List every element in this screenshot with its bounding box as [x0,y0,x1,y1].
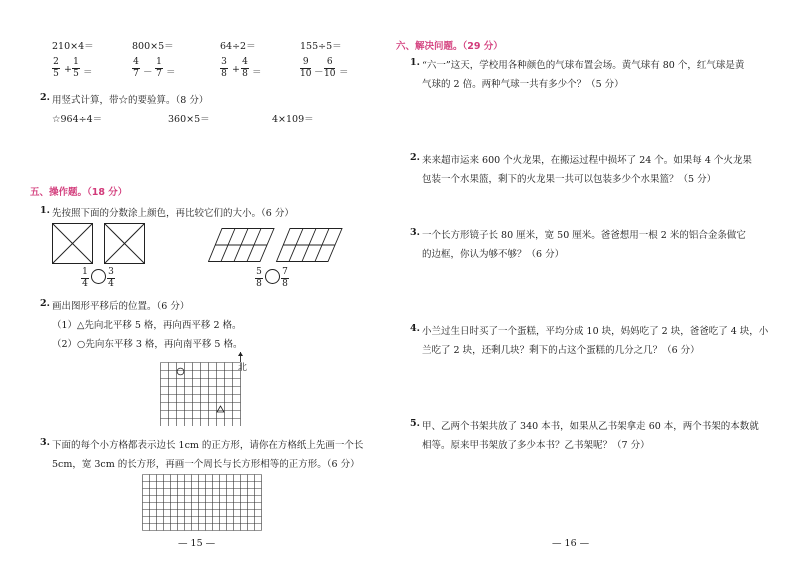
question-text: 先按照下面的分数涂上颜色，再比较它们的大小。（6 分） [52,208,294,219]
operator: + [232,64,240,75]
question-text: 气球的 2 倍。两种气球一共有多少个？（5 分） [422,79,624,90]
fraction: 5 8 [256,267,262,289]
question-text: 的边框，你认为够不够？（6 分） [422,249,565,260]
north-arrow-icon [238,352,243,356]
operator: － [314,67,324,78]
fraction: 2 5 [53,57,59,79]
question-text: 相等。原来甲书架放了多少本书？乙书架呢？（7 分） [422,440,650,451]
question-text: 来来超市运来 600 个火龙果，在搬运过程中损坏了 24 个。如果每 4 个火龙果 [422,155,752,166]
compare-circle[interactable] [91,269,106,284]
section-title: 六、解决问题。（29 分） [396,41,503,52]
question-number: 2. [40,298,50,309]
circle-shape [177,368,184,375]
question-text: 用竖式计算，带☆的要验算。（8 分） [52,95,209,106]
triangle-shape [217,406,224,412]
question-number: 2. [40,92,50,103]
page-number: — 16 — [552,538,590,549]
question-number: 1. [40,205,50,216]
question-number: 3. [410,227,420,238]
grid-paper[interactable] [142,474,266,532]
fraction: 3 4 [108,267,114,289]
question-text: 5cm，宽 3cm 的长方形，再画一个周长与长方形相等的正方形。（6 分） [52,459,360,470]
question-number: 5. [410,418,420,429]
question-text: 小兰过生日时买了一个蛋糕，平均分成 10 块，妈妈吃了 2 块，爸爸吃了 4 块，小 [422,326,769,337]
parallelogram-figures [208,228,344,264]
fraction: 4 7 [133,57,139,79]
equals: ＝ [166,67,176,78]
question-text: 画出图形平移后的位置。（6 分） [52,301,190,312]
parallelogram-figure [209,229,275,262]
fraction: 4 8 [242,57,248,79]
fraction: 7 8 [282,267,288,289]
operator: － [143,67,153,78]
fraction: 1 5 [73,57,79,79]
instruction-line: （2）○先向东平移 3 格，再向南平移 5 格。 [52,339,243,350]
fraction: 3 8 [221,57,227,79]
calc-item: 155÷5＝ [300,41,342,52]
vertical-calc-item: 360×5＝ [168,114,210,125]
vertical-calc-item: 4×109＝ [272,114,314,125]
question-text: 包装一个水果篮，剩下的火龙果一共可以包装多少个水果篮？（5 分） [422,174,717,185]
equals: ＝ [252,67,262,78]
question-number: 2. [410,152,420,163]
square-figures [52,223,148,267]
question-text: “六一”这天，学校用各种颜色的气球布置会场。黄气球有 80 个，红气球是黄 [422,60,745,71]
calc-item: 64÷2＝ [220,41,256,52]
instruction-line: （1）△先向北平移 5 格，再向西平移 2 格。 [52,320,242,331]
fraction: 1 4 [82,267,88,289]
section-title: 五、操作题。（18 分） [30,187,128,198]
question-text: 兰吃了 2 块，还剩几块？剩下的占这个蛋糕的几分之几？（6 分） [422,345,700,356]
north-label: 北 [238,363,248,373]
question-text: 下面的每个小方格都表示边长 1cm 的正方形，请你在方格纸上先画一个长 [52,440,364,451]
question-number: 1. [410,57,420,68]
parallelogram-figure [277,229,343,262]
vertical-calc-item: ☆964÷4＝ [52,114,103,125]
question-text: 甲、乙两个书架共放了 340 本书，如果从乙书架拿走 60 本，两个书架的本数就 [422,421,759,432]
page-number: — 15 — [178,538,216,549]
compare-circle[interactable] [265,269,280,284]
fraction: 9 10 [300,57,312,79]
calc-item: 800×5＝ [132,41,174,52]
question-number: 4. [410,323,420,334]
calc-item: 210×4＝ [52,41,94,52]
fraction: 6 10 [324,57,336,79]
question-text: 一个长方形镜子长 80 厘米，宽 50 厘米。爸爸想用一根 2 米的铝合金条做它 [422,230,746,241]
equals: ＝ [339,67,349,78]
question-number: 3. [40,437,50,448]
fraction: 1 7 [156,57,162,79]
equals: ＝ [83,67,93,78]
operator: + [64,64,72,75]
